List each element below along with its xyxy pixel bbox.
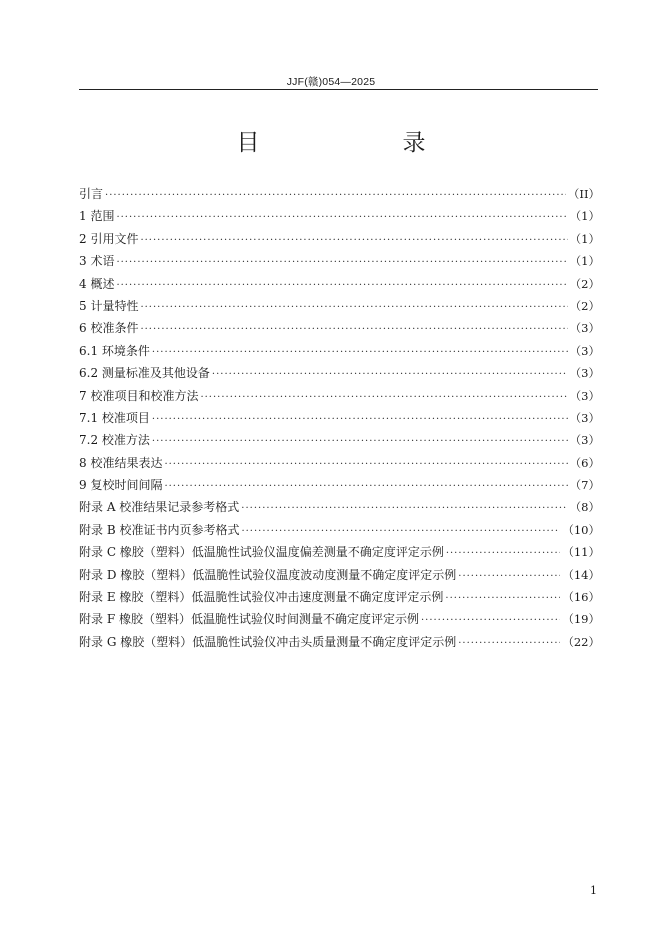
- toc-entry-text: 附录 F 橡胶（塑料）低温脆性试验仪时间测量不确定度评定示例: [79, 612, 419, 627]
- toc-leader-dots: [446, 543, 561, 565]
- toc-entry-1[interactable]: [79, 205, 600, 227]
- toc-entry-text: 6.2 测量标准及其他设备: [79, 366, 210, 381]
- toc-leader-dots: [241, 521, 560, 543]
- toc-leader-dots: [212, 364, 568, 386]
- toc-leader-dots: [458, 566, 560, 588]
- toc-entry-text: 9 复校时间间隔: [79, 478, 163, 493]
- toc-entry-8[interactable]: [79, 452, 600, 474]
- document-code: JJF(赣)054—2025: [286, 76, 376, 88]
- toc-entry-page: （3）: [569, 366, 600, 381]
- toc-entry-page: （3）: [569, 321, 600, 336]
- toc-entry-text: 附录 E 橡胶（塑料）低温脆性试验仪冲击速度测量不确定度评定示例: [79, 590, 444, 605]
- toc-entry-4[interactable]: [79, 273, 600, 295]
- toc-entry-6[interactable]: [79, 317, 600, 339]
- toc-entry-page: （1）: [569, 209, 600, 224]
- toc-entry-page: （16）: [562, 590, 600, 605]
- toc-leader-dots: [445, 588, 560, 610]
- toc-leader-dots: [140, 297, 567, 319]
- toc-leader-dots: [152, 431, 568, 453]
- toc-entry-text: 附录 C 橡胶（塑料）低温脆性试验仪温度偏差测量不确定度评定示例: [79, 545, 444, 560]
- toc-leader-dots: [458, 633, 560, 655]
- toc-entry-9[interactable]: [79, 474, 600, 496]
- toc-title: 目 录: [236, 130, 486, 156]
- toc-entry-5[interactable]: [79, 295, 600, 317]
- toc-entry-text: 6.1 环境条件: [79, 343, 150, 358]
- toc-entry-text: 引言: [79, 187, 104, 201]
- toc-entry-page: （II）: [567, 187, 600, 201]
- toc-entry-text: 附录 D 橡胶（塑料）低温脆性试验仪温度波动度测量不确定度评定示例: [79, 567, 457, 582]
- toc-leader-dots: [241, 498, 567, 520]
- toc-leader-dots: [105, 185, 566, 207]
- toc-entry-appendix-d[interactable]: [79, 564, 600, 586]
- toc-entry-text: 7 校准项目和校准方法: [79, 388, 199, 403]
- toc-entry-page: （7）: [569, 478, 600, 493]
- toc-entry-page: （3）: [569, 410, 600, 425]
- toc-entry-page: （3）: [569, 388, 600, 403]
- toc-entry-page: （1）: [569, 231, 600, 246]
- toc-leader-dots: [140, 319, 567, 341]
- toc-entry-page: （14）: [562, 567, 600, 582]
- toc-entry-6-1[interactable]: [79, 340, 600, 362]
- toc-entry-page: （10）: [562, 522, 600, 537]
- toc-entry-text: 8 校准结果表达: [79, 455, 163, 470]
- toc-entry-text: 7.2 校准方法: [79, 433, 150, 448]
- toc-leader-dots: [200, 387, 567, 409]
- toc-entry-text: 6 校准条件: [79, 321, 139, 336]
- toc-entry-text: 附录 A 校准结果记录参考格式: [79, 500, 240, 515]
- toc-entry-foreword[interactable]: [79, 183, 600, 205]
- header-rule: [79, 89, 598, 90]
- toc-entry-text: 5 计量特性: [79, 298, 139, 313]
- toc-entry-appendix-a[interactable]: [79, 496, 600, 518]
- toc-leader-dots: [164, 454, 567, 476]
- toc-entry-page: （2）: [569, 276, 600, 291]
- toc-leader-dots: [164, 476, 567, 498]
- toc-entry-page: （6）: [569, 455, 600, 470]
- toc-entry-6-2[interactable]: [79, 362, 600, 384]
- toc-entry-page: （22）: [562, 634, 600, 649]
- toc-entry-7-1[interactable]: [79, 407, 600, 429]
- toc-entry-page: （19）: [562, 612, 600, 627]
- toc-entry-text: 4 概述: [79, 276, 115, 291]
- toc-leader-dots: [140, 230, 567, 252]
- toc-entry-text: 2 引用文件: [79, 231, 139, 246]
- toc-entry-page: （1）: [569, 254, 600, 269]
- toc-entry-7-2[interactable]: [79, 429, 600, 451]
- toc-leader-dots: [116, 252, 567, 274]
- toc-entry-2[interactable]: [79, 228, 600, 250]
- toc-entry-appendix-g[interactable]: [79, 631, 600, 653]
- toc-leader-dots: [116, 207, 567, 229]
- toc-entry-page: （8）: [569, 500, 600, 515]
- toc-entry-text: 1 范围: [79, 209, 115, 224]
- toc-entry-text: 附录 B 校准证书内页参考格式: [79, 522, 240, 537]
- toc-list: [79, 183, 600, 653]
- toc-entry-page: （11）: [562, 545, 600, 560]
- toc-entry-appendix-c[interactable]: [79, 541, 600, 563]
- toc-entry-appendix-e[interactable]: [79, 586, 600, 608]
- toc-leader-dots: [421, 610, 560, 632]
- toc-entry-text: 7.1 校准项目: [79, 410, 150, 425]
- toc-entry-3[interactable]: [79, 250, 600, 272]
- toc-entry-text: 附录 G 橡胶（塑料）低温脆性试验仪冲击头质量测量不确定度评定示例: [79, 634, 457, 649]
- toc-entry-page: （2）: [569, 298, 600, 313]
- toc-entry-text: 3 术语: [79, 254, 115, 269]
- toc-leader-dots: [116, 275, 567, 297]
- toc-leader-dots: [152, 409, 568, 431]
- page-number: 1: [590, 884, 597, 897]
- toc-entry-appendix-f[interactable]: [79, 608, 600, 630]
- toc-entry-appendix-b[interactable]: [79, 519, 600, 541]
- toc-entry-page: （3）: [569, 343, 600, 358]
- toc-leader-dots: [152, 342, 568, 364]
- toc-entry-7[interactable]: [79, 385, 600, 407]
- toc-entry-page: （3）: [569, 433, 600, 448]
